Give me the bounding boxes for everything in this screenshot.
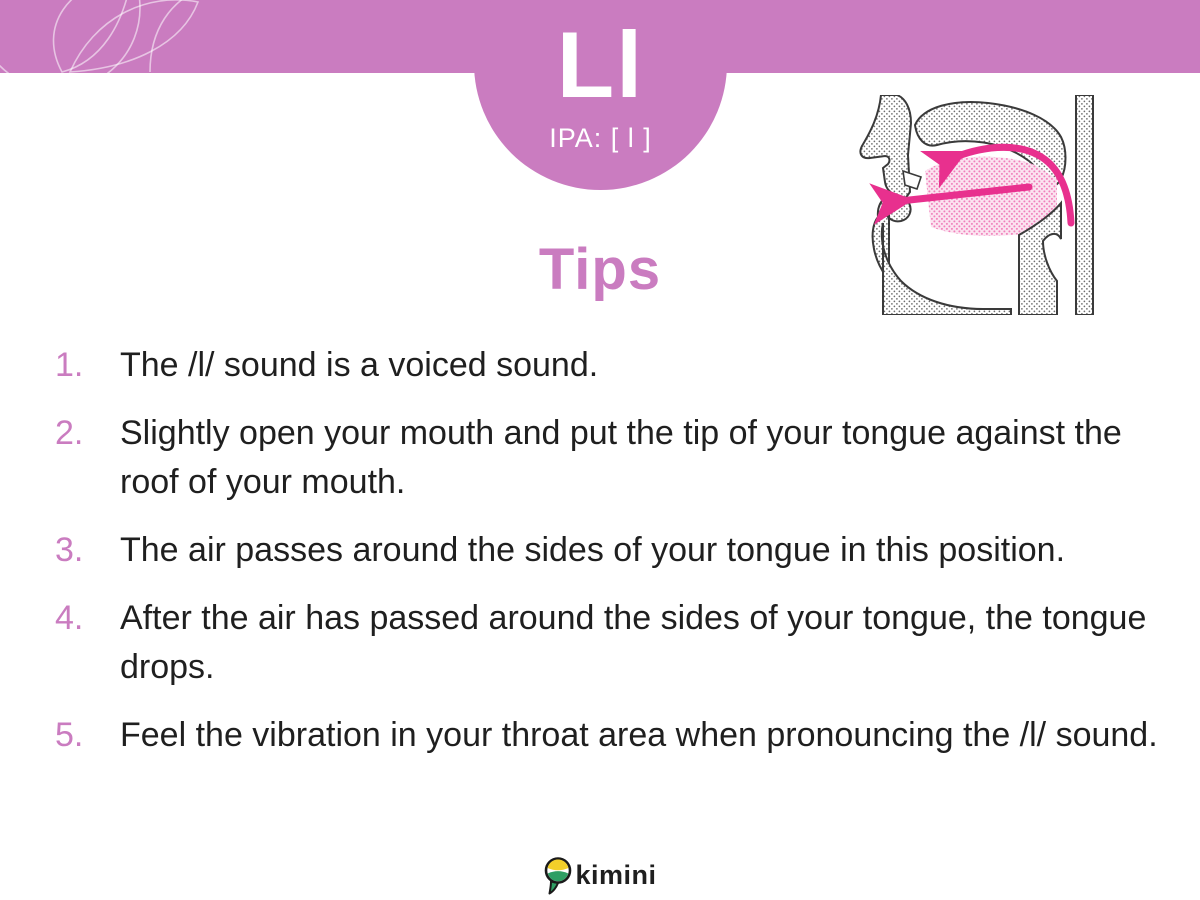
list-item (55, 711, 1165, 760)
petal-decoration-icon (0, 0, 260, 73)
tip-text: After the air has passed around the sides of your tongue, the tongue drops. (120, 599, 1147, 686)
tip-number: 2. (55, 414, 84, 452)
tip-number: 5. (55, 716, 84, 754)
letter-badge (474, 0, 727, 190)
tip-number: 4. (55, 599, 84, 637)
page-title: Tips (538, 237, 662, 302)
tip-text: The /l/ sound is a voiced sound. (120, 346, 599, 384)
tip-number: 3. (55, 531, 84, 569)
tips-list (55, 341, 1165, 779)
tip-text: Slightly open your mouth and put the tip of your tongue against the roof of your mouth. (120, 414, 1122, 501)
brand-logo-icon (543, 854, 573, 896)
brand-footer (0, 854, 1200, 896)
ipa-label: IPA: [ l ] (549, 123, 652, 153)
brand-name: kimini (575, 859, 657, 890)
list-item (55, 594, 1165, 692)
tip-text: The air passes around the sides of your tongue in this position. (120, 531, 1066, 569)
tip-number: 1. (55, 346, 84, 384)
list-item (55, 409, 1165, 507)
list-item (55, 341, 1165, 390)
list-item (55, 526, 1165, 575)
nose-lip-shape (860, 95, 911, 199)
letter-label: Ll (556, 12, 645, 117)
tip-text: Feel the vibration in your throat area when pronouncing the /l/ sound. (120, 716, 1158, 754)
